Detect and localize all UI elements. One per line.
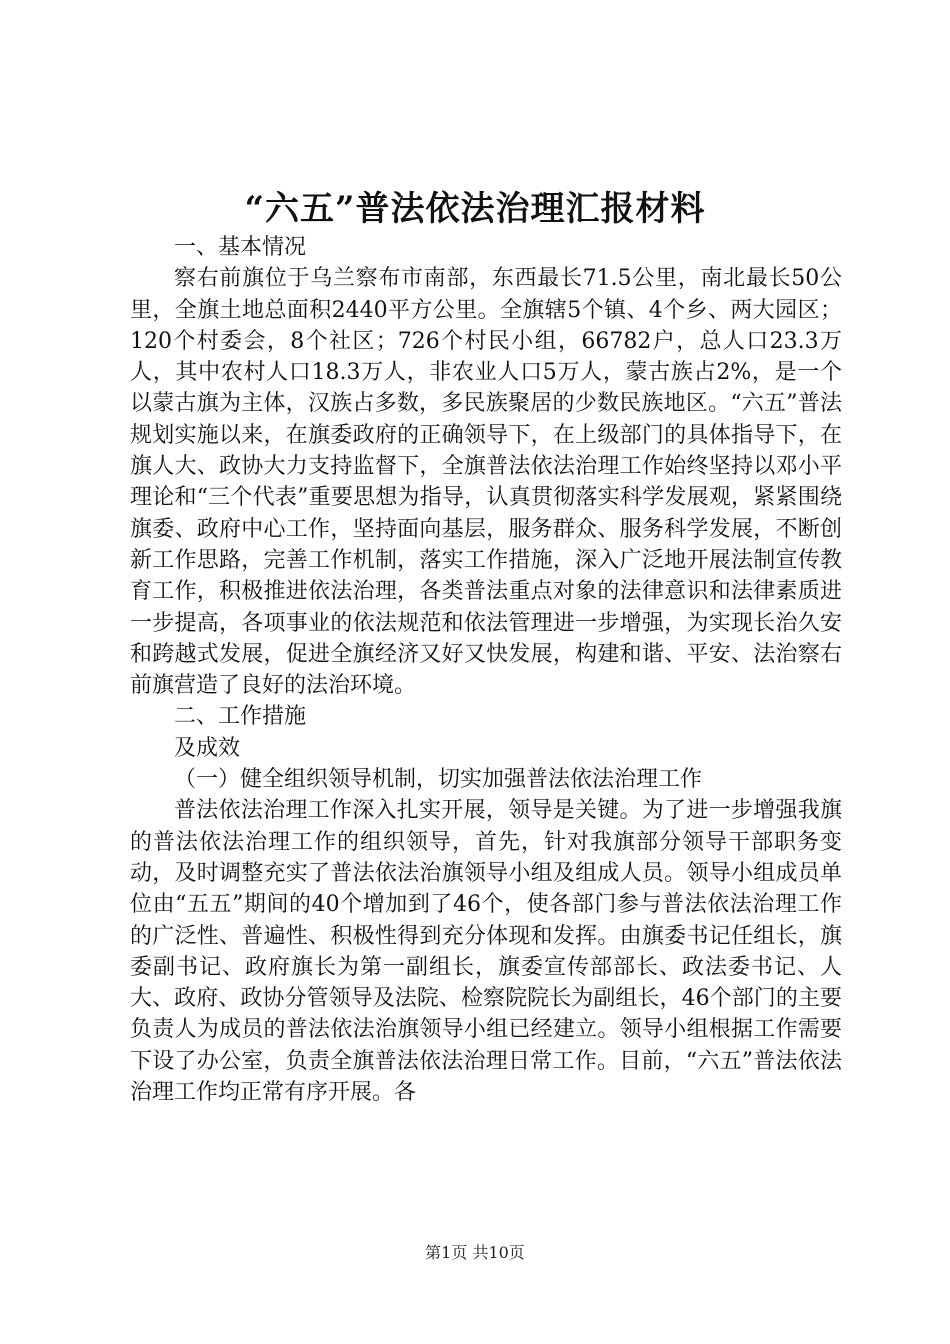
page-footer: 第1页 共10页 [425,1243,525,1262]
document-title: “六五”普法依法治理汇报材料 [244,189,706,229]
section-heading-measures: 二、工作措施 [174,704,307,730]
paragraph-basic-info: 察右前旗位于乌兰察布市南部，东西最长71.5公里，南北最长50公里，全旗土地总面积2440平方公里。全旗辖5个镇、4个乡、两大园区；120个村委会，8个社区；726个村民小组，66782户，总人口23.3万人，其中农村人口18.3万人，非农业人口5万人，蒙古族占2%，是一个以蒙古旗为主体，汉族占多数，多民族聚居的少数民族地区。“六五”普法规划实施以来，在旗委政府的正确领导下，在上级部门的具体指导下，在旗人大、政协大力支持监督下，全旗普法依法治理工作始终坚持以邓小平理论和“三个代表”重要思想为指导，认真贯彻落实科学发展观，紧紧围绕旗委、政府中心工作，坚持面向基层，服务群众、服务科学发展，不断创新工作思路，完善工作机制，落实工作措施，深入广泛地开展法制宣传教育工作，积极推进依法治理，各类普法重点对象的法律意识和法律素质进一步提高，各项事业的依法规范和依法管理进一步增强，为实现长治久安和跨越式发展，促进全旗经济又好又快发展，构建和谐、平安、法治察右前旗营造了良好的法治环境。 [130,266,842,699]
document-body [130,232,842,1108]
paragraph-leadership: 普法依法治理工作深入扎实开展，领导是关键。为了进一步增强我旗的普法依法治理工作的组织领导，首先，针对我旗部分领导干部职务变动，及时调整充实了普法依法治旗领导小组及组成人员。领导小组成员单位由“五五”期间的40个增加到了46个，使各部门参与普法依法治理工作的广泛性、普遍性、积极性得到充分体现和发挥。由旗委书记任组长，旗委副书记、政府旗长为第一副组长，旗委宣传部部长、政法委书记、人大、政府、政协分管领导及法院、检察院院长为副组长，46个部门的主要负责人为成员的普法依法治旗领导小组已经建立。领导小组根据工作需要下设了办公室，负责全旗普法依法治理日常工作。目前，“六五”普法依法治理工作均正常有序开展。各 [130,798,842,1106]
section-heading-basic-info: 一、基本情况 [174,235,307,260]
subsection-heading-leadership: （一）健全组织领导机制，切实加强普法依法治理工作 [174,767,703,793]
section-heading-measures-cont: 及成效 [174,735,241,761]
